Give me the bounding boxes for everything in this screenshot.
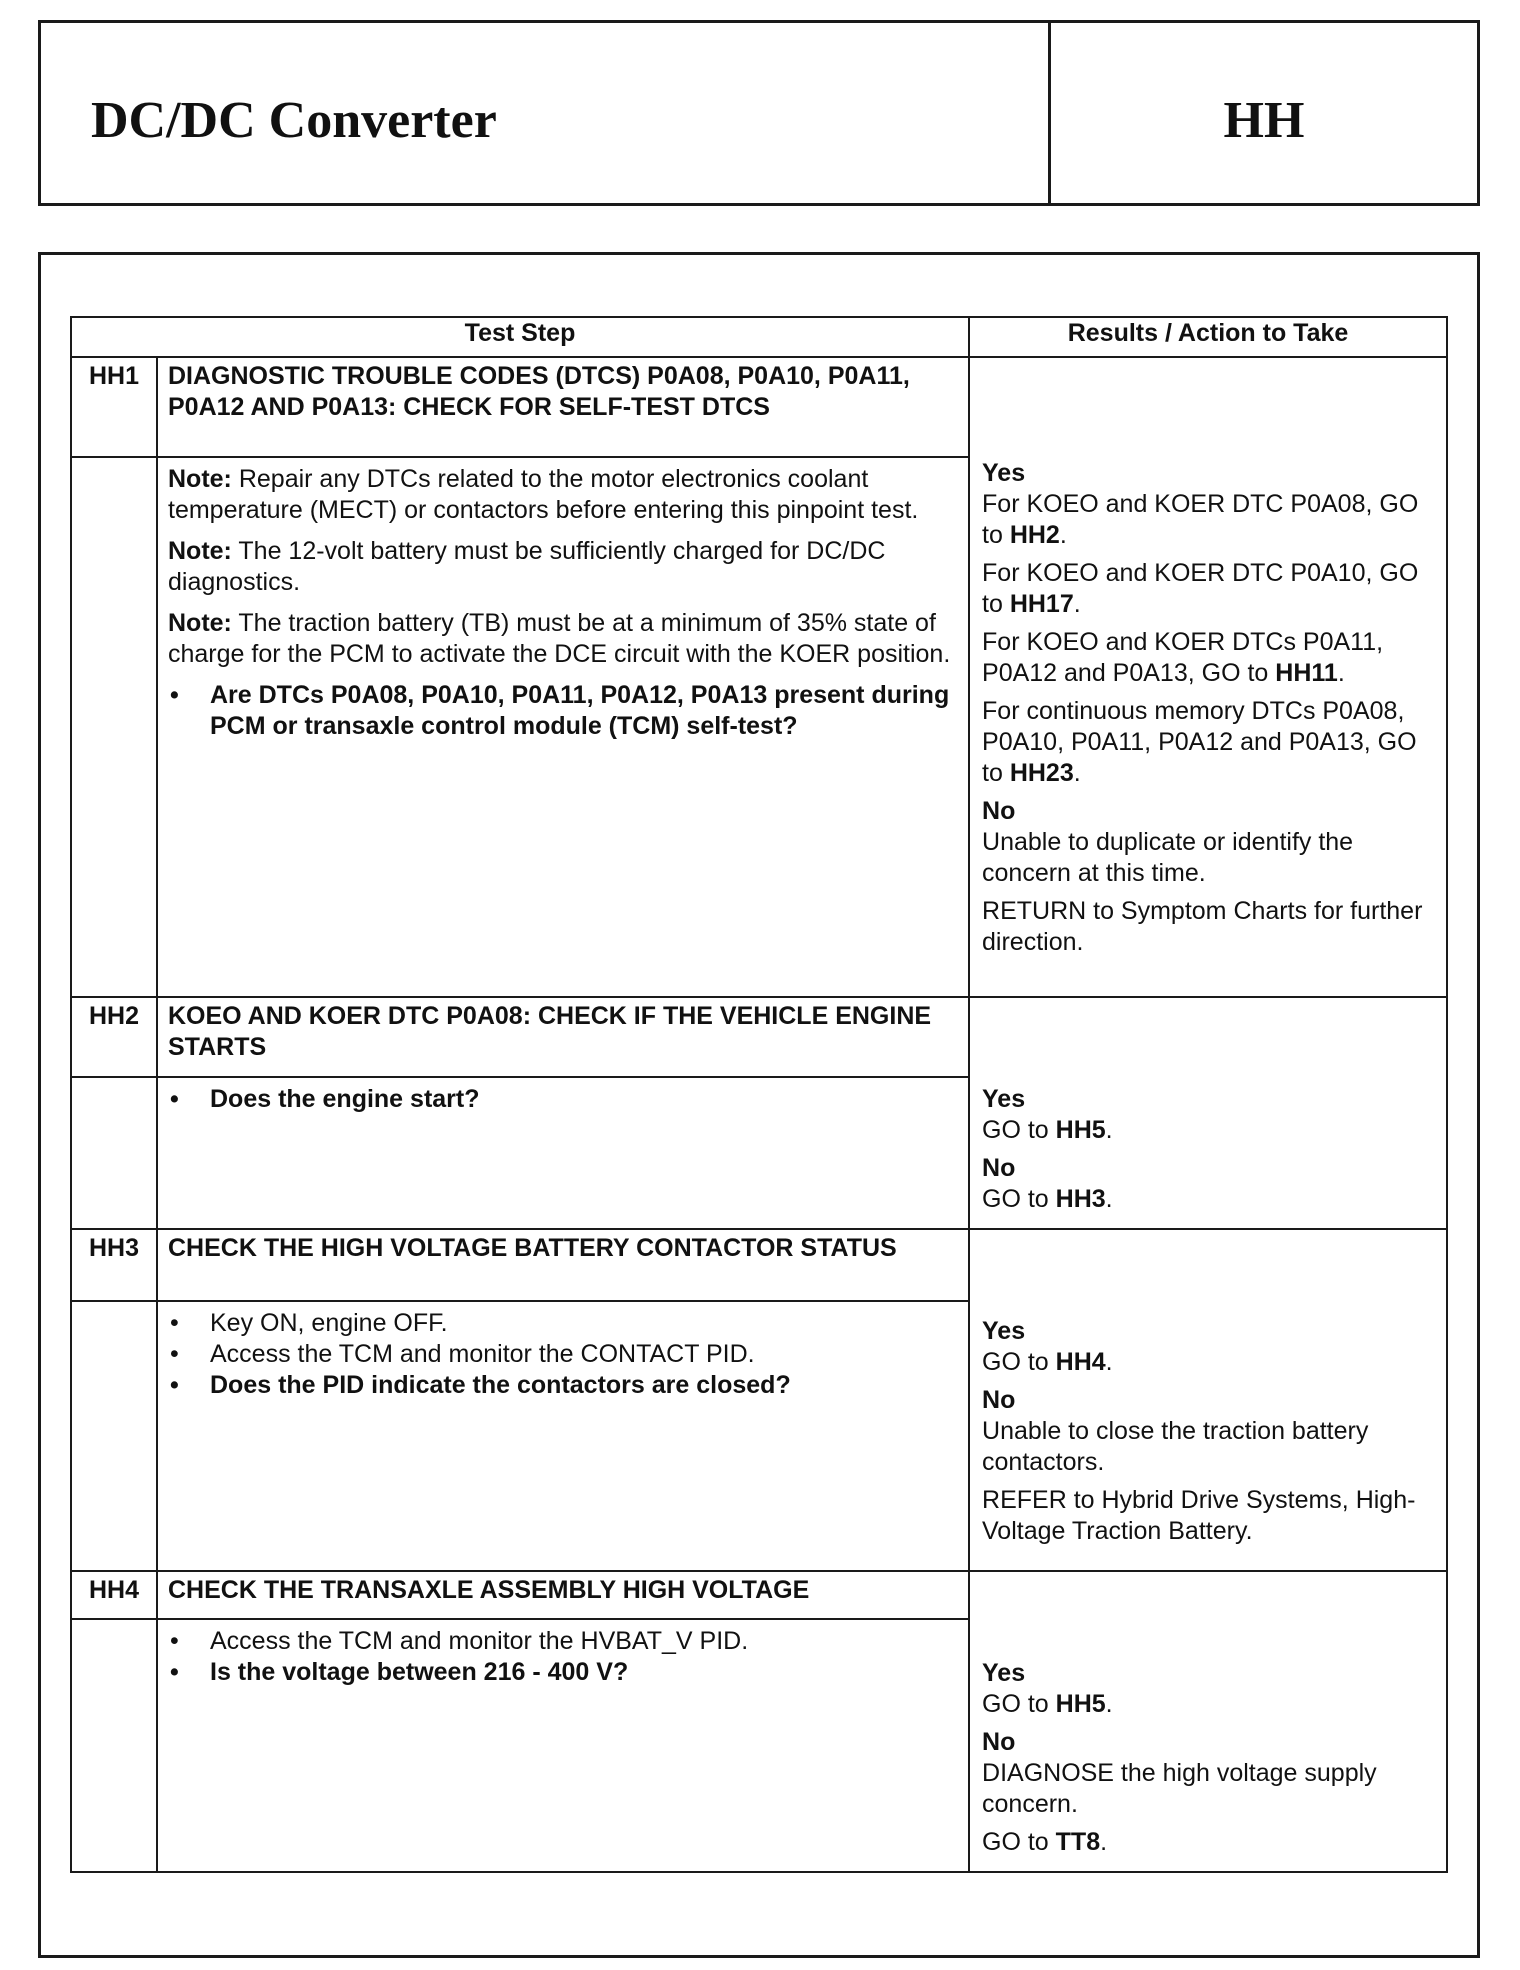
header-title-cell	[41, 23, 1051, 203]
column-header-test-step: Test Step	[71, 317, 969, 357]
action-text: GO to	[982, 1116, 1056, 1144]
note	[168, 536, 958, 598]
no-label: No	[982, 797, 1016, 825]
step-reference: HH17	[1009, 590, 1074, 618]
note-text: The traction battery (TB) must be at a minimum of 35% state of charge for the PCM to activate the DCE circuit with the KOER position.	[168, 609, 951, 668]
yes-action	[982, 558, 1438, 620]
action-text: RETURN to Symptom Charts for further direction.	[982, 897, 1423, 956]
yes-label: Yes	[982, 1085, 1026, 1113]
action-text: For continuous memory DTCs P0A08, P0A10, P0A11, P0A12 and P0A13, GO to	[982, 697, 1417, 787]
step-id: HH3	[71, 1229, 157, 1301]
step-id-blank	[71, 1301, 157, 1571]
step-reference: HH11	[1275, 659, 1338, 687]
step-question: • Does the engine start?	[168, 1084, 958, 1115]
note	[168, 608, 958, 670]
section-code: HH	[1223, 92, 1305, 149]
results-cell	[969, 1571, 1447, 1872]
yes-action	[982, 1347, 1438, 1378]
yes-action	[982, 696, 1438, 789]
step-question: • Is the voltage between 216 - 400 V?	[168, 1657, 958, 1688]
step-id-blank	[71, 1077, 157, 1229]
column-header-results: Results / Action to Take	[969, 317, 1447, 357]
step-reference: HH2	[1009, 521, 1060, 549]
action-text-end: .	[1105, 1690, 1113, 1718]
step-reference: HH3	[1055, 1185, 1106, 1213]
step-title: CHECK THE HIGH VOLTAGE BATTERY CONTACTOR STATUS	[157, 1229, 969, 1301]
note	[168, 464, 958, 526]
action-text: REFER to Hybrid Drive Systems, High-Voltage Traction Battery.	[982, 1486, 1416, 1545]
yes-action	[982, 627, 1438, 689]
pinpoint-test-table	[70, 316, 1448, 1873]
step-question: • Does the PID indicate the contactors are closed?	[168, 1370, 958, 1401]
action-text-end: .	[1105, 1348, 1113, 1376]
action-text-end: .	[1100, 1828, 1108, 1856]
yes-label: Yes	[982, 1317, 1026, 1345]
note-label: Note:	[168, 537, 232, 565]
action-text: DIAGNOSE the high voltage supply concern.	[982, 1759, 1377, 1818]
header-box	[38, 20, 1480, 206]
action-text: For KOEO and KOER DTC P0A08, GO to	[982, 490, 1419, 549]
document-title: DC/DC Converter	[91, 92, 497, 149]
step-action: • Access the TCM and monitor the HVBAT_V PID.	[168, 1626, 958, 1657]
step-title-row	[71, 357, 1447, 457]
step-reference: HH5	[1055, 1690, 1106, 1718]
results-cell	[969, 997, 1447, 1229]
no-action	[982, 1485, 1438, 1547]
yes-action	[982, 489, 1438, 551]
step-title: DIAGNOSTIC TROUBLE CODES (DTCS) P0A08, P0A10, P0A11, P0A12 AND P0A13: CHECK FOR SELF-TEST DTCS	[157, 357, 969, 457]
action-text: For KOEO and KOER DTC P0A10, GO to	[982, 559, 1419, 618]
step-reference: HH23	[1009, 759, 1074, 787]
yes-label: Yes	[982, 459, 1026, 487]
action-text: For KOEO and KOER DTCs P0A11, P0A12 and P0A13, GO to	[982, 628, 1384, 687]
step-id: HH2	[71, 997, 157, 1077]
action-text-end: .	[1073, 759, 1081, 787]
no-action	[982, 1827, 1438, 1858]
no-label: No	[982, 1386, 1016, 1414]
step-content	[157, 1301, 969, 1571]
step-actions	[168, 680, 958, 742]
action-text-end: .	[1105, 1185, 1113, 1213]
step-title: KOEO AND KOER DTC P0A08: CHECK IF THE VEHICLE ENGINE STARTS	[157, 997, 969, 1077]
step-question: • Are DTCs P0A08, P0A10, P0A11, P0A12, P0A13 present during PCM or transaxle control module (TCM) self-test?	[168, 680, 958, 742]
step-actions	[168, 1084, 958, 1115]
step-id: HH4	[71, 1571, 157, 1619]
results-cell	[969, 1229, 1447, 1571]
no-label: No	[982, 1154, 1016, 1182]
yes-action	[982, 1689, 1438, 1720]
note-label: Note:	[168, 465, 232, 493]
step-title-row	[71, 1229, 1447, 1301]
step-content	[157, 1619, 969, 1872]
note-text: The 12-volt battery must be sufficiently charged for DC/DC diagnostics.	[168, 537, 886, 596]
action-text: GO to	[982, 1185, 1056, 1213]
step-action: • Key ON, engine OFF.	[168, 1308, 958, 1339]
step-action: • Access the TCM and monitor the CONTACT PID.	[168, 1339, 958, 1370]
step-actions	[168, 1308, 958, 1401]
yes-label: Yes	[982, 1659, 1026, 1687]
step-title-row	[71, 1571, 1447, 1619]
step-reference: HH4	[1055, 1348, 1106, 1376]
step-content	[157, 457, 969, 997]
action-text: Unable to duplicate or identify the concern at this time.	[982, 828, 1354, 887]
step-title-row	[71, 997, 1447, 1077]
step-id-blank	[71, 457, 157, 997]
action-text: GO to	[982, 1690, 1056, 1718]
action-text-end: .	[1105, 1116, 1113, 1144]
step-title: CHECK THE TRANSAXLE ASSEMBLY HIGH VOLTAGE	[157, 1571, 969, 1619]
no-action	[982, 1184, 1438, 1215]
results-cell	[969, 357, 1447, 997]
action-text: GO to	[982, 1828, 1056, 1856]
note-text: Repair any DTCs related to the motor electronics coolant temperature (MECT) or contactors before entering this pinpoint test.	[168, 465, 919, 524]
action-text: Unable to close the traction battery contactors.	[982, 1417, 1369, 1476]
step-reference: TT8	[1055, 1828, 1101, 1856]
action-text-end: .	[1059, 521, 1067, 549]
yes-action	[982, 1115, 1438, 1146]
no-action	[982, 1416, 1438, 1478]
action-text-end: .	[1073, 590, 1081, 618]
step-reference: HH5	[1055, 1116, 1106, 1144]
no-action	[982, 896, 1438, 958]
no-label: No	[982, 1728, 1016, 1756]
step-content	[157, 1077, 969, 1229]
action-text: GO to	[982, 1348, 1056, 1376]
step-id: HH1	[71, 357, 157, 457]
no-action	[982, 1758, 1438, 1820]
step-id-blank	[71, 1619, 157, 1872]
step-actions	[168, 1626, 958, 1688]
note-label: Note:	[168, 609, 232, 637]
no-action	[982, 827, 1438, 889]
table-header-row	[71, 317, 1447, 357]
action-text-end: .	[1337, 659, 1345, 687]
